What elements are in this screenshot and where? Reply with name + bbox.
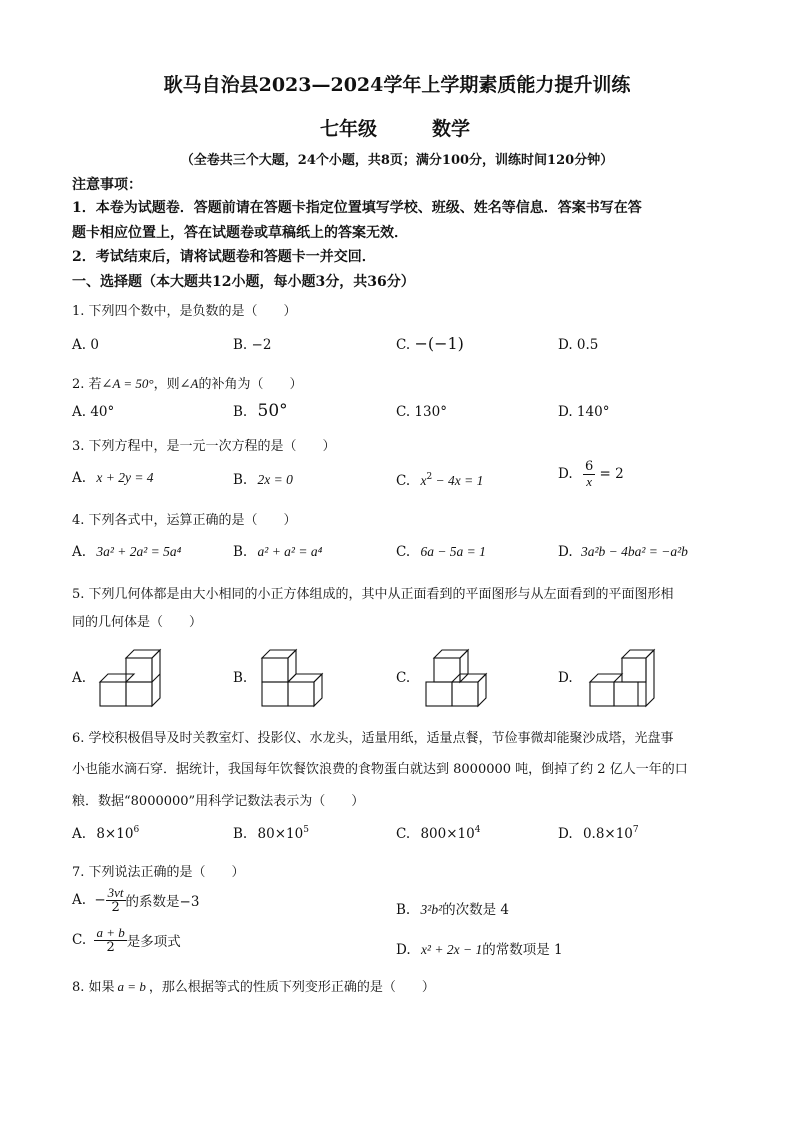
q3-option-a-label: A. xyxy=(72,470,87,486)
q3-option-d-denominator: x xyxy=(586,473,592,489)
q4-option-a-label: A. xyxy=(72,544,87,560)
q7-option-b-math: 3²b² xyxy=(420,902,443,917)
q5-option-c-figure xyxy=(422,642,492,710)
q6-option-b-exponent: 5 xyxy=(303,825,309,835)
q4-option-c xyxy=(396,544,486,560)
q1-option-c xyxy=(396,334,464,353)
q3-option-c-base: x xyxy=(420,473,427,488)
q6-option-d-label: D. xyxy=(558,826,573,842)
q8-stem xyxy=(72,976,435,995)
q1-stem: 1. 下列四个数中，是负数的是（ ） xyxy=(72,304,297,319)
q7-option-d-math: x² + 2x − 1 xyxy=(420,942,483,957)
q2-option-b-math: 50° xyxy=(257,401,288,421)
q6-option-d-exponent: 7 xyxy=(632,825,639,835)
q2-stem-mid: ，则 xyxy=(153,377,180,392)
q7-option-a-sign: − xyxy=(94,892,106,909)
q5-option-d-figure xyxy=(586,642,662,710)
q7-option-d-rest: 的常数项是 1 xyxy=(482,942,563,958)
q7-option-a xyxy=(72,886,199,914)
q6-option-b xyxy=(233,825,309,842)
q6-option-c-base: 800×10 xyxy=(420,826,475,842)
q6-stem-line-1: 6. 学校积极倡导及时关教室灯、投影仪、水龙头，适量用纸，适量点餐，节俭事微却能聚沙成塔，光盘事 xyxy=(72,731,674,746)
q3-option-d-rest: = 2 xyxy=(595,466,624,483)
q4-option-b-label: B. xyxy=(233,544,248,560)
q3-option-b-label: B. xyxy=(233,472,248,488)
q6-stem-line-2: 小也能水滴石穿．据统计，我国每年饮餐饮浪费的食物蛋白就达到 8000000 吨，倒掉了约 2 亿人一年的口 xyxy=(72,762,688,777)
q7-option-a-numerator: 3vt xyxy=(107,885,124,900)
q3-option-d-label: D. xyxy=(558,466,573,483)
q6-option-d xyxy=(558,825,639,842)
q2-stem-prefix: 2. 若 xyxy=(72,377,102,392)
notes-heading: 注意事项： xyxy=(72,177,142,193)
q3-option-c-exponent: 2 xyxy=(426,472,433,482)
q8-stem-suffix: ，那么根据等式的性质下列变形正确的是（ ） xyxy=(148,980,435,995)
q7-option-b-label: B. xyxy=(396,902,411,918)
q6-stem-line-3: 粮．数据“8000000”用科学记数法表示为（ ） xyxy=(72,794,365,809)
q2-stem-suffix: 的补角为（ ） xyxy=(198,377,303,392)
q7-option-c-label: C. xyxy=(72,932,87,949)
q3-option-d-fraction xyxy=(583,460,595,488)
q4-option-a xyxy=(72,544,181,560)
exam-info: （全卷共三个大题，24个小题，共8页；满分100分，训练时间120分钟） xyxy=(180,153,614,168)
q2-option-d: D. 140° xyxy=(558,404,610,420)
q3-option-b-math: 2x = 0 xyxy=(257,472,293,487)
q6-option-a-base: 8×10 xyxy=(96,826,134,842)
q4-option-b xyxy=(233,544,322,560)
q7-option-a-fraction xyxy=(106,886,126,914)
q5-stem-line-2: 同的几何体是（ ） xyxy=(72,615,203,630)
q7-option-c-fraction xyxy=(94,926,126,954)
q7-option-c-rest: 是多项式 xyxy=(126,934,181,951)
q3-option-a xyxy=(72,470,154,486)
q5-option-b-figure xyxy=(258,642,328,710)
q5-stem-line-1: 5. 下列几何体都是由大小相同的小正方体组成的，其中从正面看到的平面图形与从左面看到的平面图形相 xyxy=(72,587,674,602)
note-1-line-2: 题卡相应位置上，答在试题卷或草稿纸上的答案无效． xyxy=(72,225,408,241)
exam-title: 耿马自治县2023—2024学年上学期素质能力提升训练 xyxy=(163,74,631,96)
q4-option-d-math: 3a²b − 4ba² = −a²b xyxy=(580,544,688,559)
q4-option-d-label: D. xyxy=(558,544,573,560)
grade-label: 七年级 xyxy=(320,118,378,140)
q6-option-b-label: B. xyxy=(233,826,248,842)
q3-stem: 3. 下列方程中，是一元一次方程的是（ ） xyxy=(72,439,336,454)
q3-option-c-rest: − 4x = 1 xyxy=(432,473,484,488)
q5-option-a-label: A. xyxy=(72,670,87,686)
q4-option-c-label: C. xyxy=(396,544,411,560)
q5-option-c-label: C. xyxy=(396,670,411,686)
section-1-heading: 一、选择题（本大题共12小题，每小题3分，共36分） xyxy=(72,274,415,290)
note-1-line-1: 1．本卷为试题卷．答题前请在答题卡指定位置填写学校、班级、姓名等信息．答案书写在答 xyxy=(72,200,642,216)
q1-option-c-label: C. xyxy=(396,337,411,353)
q6-option-a xyxy=(72,825,139,842)
q5-option-d-label: D. xyxy=(558,670,573,686)
q2-option-b-label: B. xyxy=(233,404,248,420)
q1-option-a: A. 0 xyxy=(72,337,99,353)
q1-option-d: D. 0.5 xyxy=(558,337,599,353)
q5-option-a-figure xyxy=(96,642,166,710)
q2-stem xyxy=(72,373,303,392)
q3-option-c xyxy=(396,472,483,489)
q4-option-c-math: 6a − 5a = 1 xyxy=(420,544,486,559)
subject-label: 数学 xyxy=(432,118,471,140)
q4-option-d xyxy=(558,544,688,560)
q7-option-d-label: D. xyxy=(396,942,411,958)
q2-stem-angle-2: ∠A xyxy=(179,376,199,391)
q7-option-b xyxy=(396,898,509,918)
q7-option-a-label: A. xyxy=(72,892,87,909)
q4-stem: 4. 下列各式中，运算正确的是（ ） xyxy=(72,513,297,528)
q7-option-a-denominator: 2 xyxy=(111,899,120,915)
q6-option-c-label: C. xyxy=(396,826,411,842)
q3-option-b xyxy=(233,472,293,488)
q6-option-d-base: 0.8×10 xyxy=(582,826,633,842)
q6-option-a-label: A. xyxy=(72,826,87,842)
note-2: 2．考试结束后，请将试题卷和答题卡一并交回． xyxy=(72,249,376,265)
q7-option-c-numerator: a + b xyxy=(96,925,125,940)
q8-stem-prefix: 8. 如果 xyxy=(72,980,115,995)
q4-option-b-math: a² + a² = a⁴ xyxy=(257,544,323,559)
q1-option-c-math: −(−1) xyxy=(414,334,464,353)
q2-option-b xyxy=(233,401,288,421)
q4-option-a-math: 3a² + 2a² = 5a⁴ xyxy=(96,544,182,559)
q5-option-b-label: B. xyxy=(233,670,248,686)
q7-stem: 7. 下列说法正确的是（ ） xyxy=(72,865,245,880)
q2-option-a: A. 40° xyxy=(72,404,115,420)
q7-option-c xyxy=(72,926,181,954)
q6-option-b-base: 80×10 xyxy=(257,826,304,842)
q7-option-b-rest: 的次数是 4 xyxy=(442,902,510,918)
q7-option-d xyxy=(396,938,563,958)
q7-option-a-rest: 的系数是−3 xyxy=(125,894,200,911)
q2-option-c: C. 130° xyxy=(396,404,447,420)
q8-stem-math: a = b xyxy=(117,979,146,994)
q6-option-a-exponent: 6 xyxy=(133,825,140,835)
q3-option-a-math: x + 2y = 4 xyxy=(96,470,154,485)
q6-option-c-exponent: 4 xyxy=(474,825,481,835)
q1-option-b: B. −2 xyxy=(233,337,272,353)
q6-option-c xyxy=(396,825,480,842)
q7-option-c-denominator: 2 xyxy=(106,939,115,955)
q3-option-c-label: C. xyxy=(396,473,411,489)
q2-stem-angle: ∠A = 50° xyxy=(101,376,154,391)
q3-option-d-numerator: 6 xyxy=(584,459,594,474)
q3-option-d xyxy=(558,460,624,488)
